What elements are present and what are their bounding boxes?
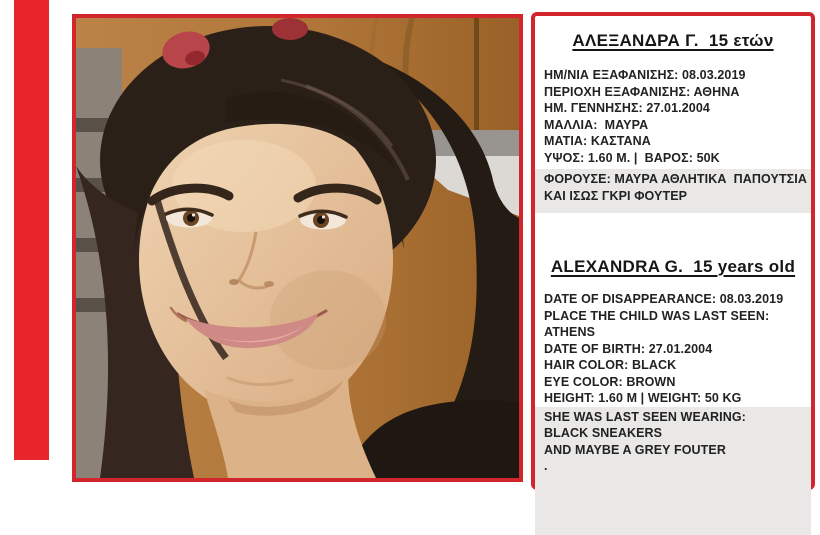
greek-info-section [535,67,811,166]
greek-highlight-line: ΚΑΙ ΙΣΩΣ ΓΚΡΙ ΦΟΥΤΕΡ [544,188,688,203]
greek-wearing-highlight [535,169,811,213]
english-title: ALEXANDRA G. 15 years old [550,257,796,276]
english-wearing-highlight [535,407,811,535]
info-panel [531,12,815,490]
english-info-line: DATE OF DISAPPEARANCE: 08.03.2019 [544,292,784,306]
english-info-line: EYE COLOR: BROWN [544,374,676,389]
photo-frame [72,14,523,482]
english-highlight-line: BLACK SNEAKERS [544,426,663,440]
english-info-line: DATE OF BIRTH: 27.01.2004 [544,341,713,356]
left-accent-bar [14,0,49,460]
english-highlight-line: SHE WAS LAST SEEN WEARING: [544,409,746,424]
english-highlight-line: AND MAYBE A GREY FOUTER [544,442,726,457]
english-info-section [535,291,811,407]
english-info-line: ATHENS [544,325,596,339]
english-info-line: PLACE THE CHILD WAS LAST SEEN: [544,308,770,323]
greek-info-line: ΜΑΛΛΙΑ: ΜΑΥΡΑ [544,117,649,132]
girl-portrait-photo [76,18,519,478]
greek-info-line: ΗΜ. ΓΕΝΝΗΣΗΣ: 27.01.2004 [544,101,710,115]
english-info-line: HAIR COLOR: BLACK [544,358,677,372]
english-highlight-line: . [544,459,548,473]
greek-title: ΑΛΕΞΑΝΔΡΑ Γ. 15 ετών [572,31,774,50]
english-info-line: HEIGHT: 1.60 M | WEIGHT: 50 KG [544,391,742,405]
greek-info-line: ΗΜ/ΝΙΑ ΕΞΑΦΑΝΙΣΗΣ: 08.03.2019 [544,68,746,82]
greek-info-line: ΥΨΟΣ: 1.60 Μ. | ΒΑΡΟΣ: 50Κ [544,150,720,165]
greek-highlight-line: ΦΟΡΟΥΣΕ: ΜΑΥΡΑ ΑΘΛΗΤΙΚΑ ΠΑΠΟΥΤΣΙΑ [544,172,807,186]
greek-info-line: ΠΕΡΙΟΧΗ ΕΞΑΦΑΝΙΣΗΣ: ΑΘΗΝΑ [544,84,740,99]
greek-info-line: ΜΑΤΙΑ: ΚΑΣΤΑΝΑ [544,134,651,148]
